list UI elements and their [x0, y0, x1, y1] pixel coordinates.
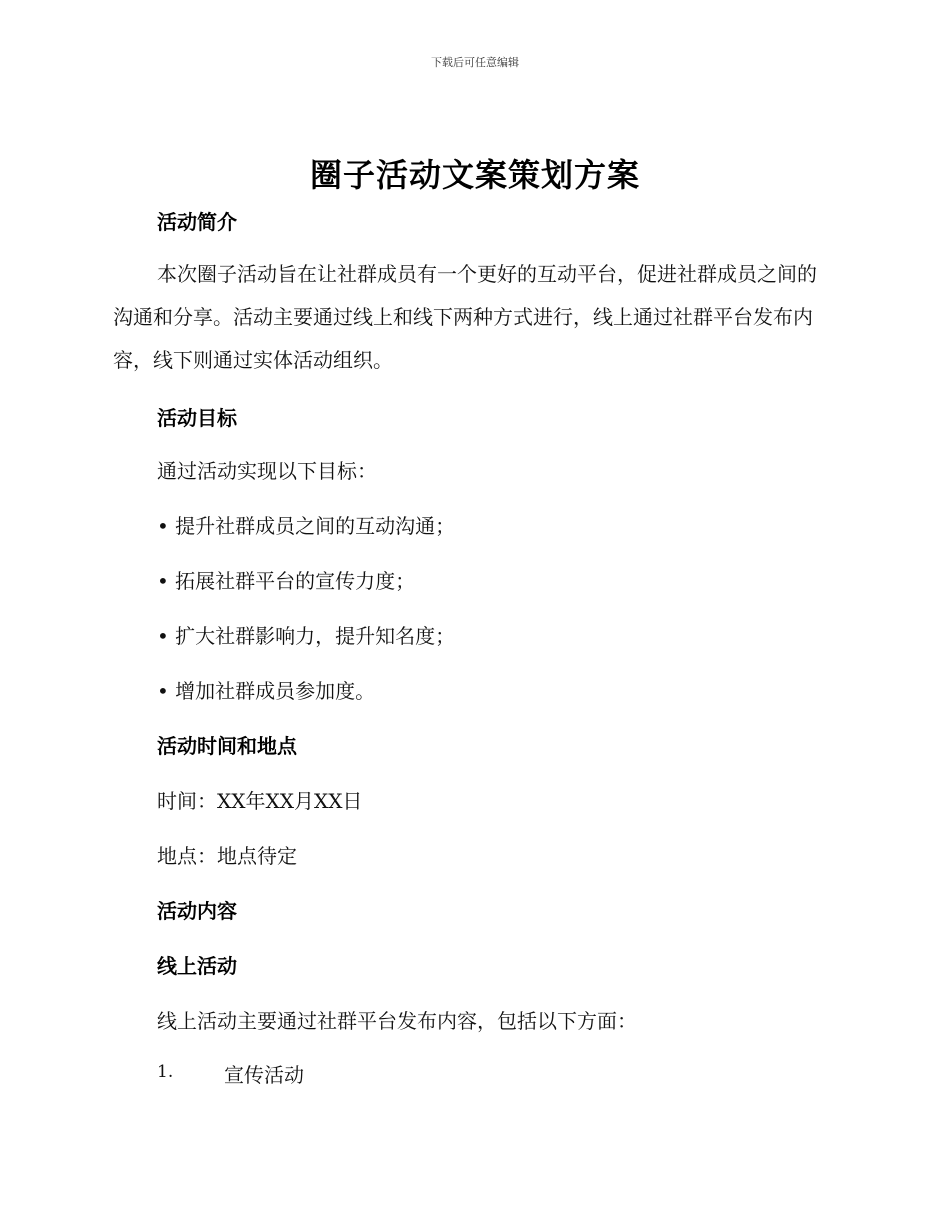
- event-time: 时间：XX年XX月XX日: [157, 789, 363, 813]
- goal-item: • 增加社群成员参加度。: [157, 679, 376, 703]
- heading-intro: 活动简介: [157, 210, 237, 234]
- heading-goals: 活动目标: [157, 406, 237, 430]
- event-place: 地点：地点待定: [157, 844, 297, 868]
- header-note: 下载后可任意编辑: [431, 56, 519, 69]
- online-lead: 线上活动主要通过社群平台发布内容，包括以下方面：: [157, 1009, 637, 1033]
- goals-lead: 通过活动实现以下目标：: [157, 459, 377, 483]
- intro-paragraph: 本次圈子活动旨在让社群成员有一个更好的互动平台，促进社群成员之间的沟通和分享。活动主要通过线上和线下两种方式进行，线上通过社群平台发布内容，线下则通过实体活动组织。: [113, 262, 817, 372]
- list-item-text: 宣传活动: [224, 1063, 304, 1087]
- heading-time-place: 活动时间和地点: [157, 734, 297, 758]
- list-number: 1.: [157, 1062, 174, 1082]
- heading-online: 线上活动: [157, 954, 237, 978]
- goal-item: • 扩大社群影响力，提升知名度；: [157, 624, 456, 648]
- goal-item: • 拓展社群平台的宣传力度；: [157, 569, 416, 593]
- goal-item: • 提升社群成员之间的互动沟通；: [157, 514, 456, 538]
- heading-content: 活动内容: [157, 899, 237, 923]
- document-title: 圈子活动文案策划方案: [309, 156, 640, 194]
